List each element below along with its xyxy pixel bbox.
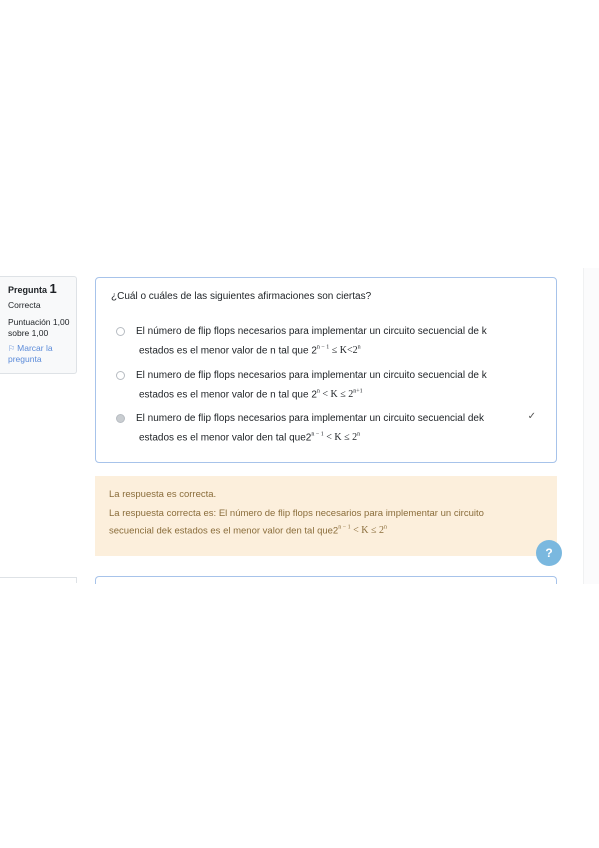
- math-tail: < K ≤ 2: [326, 432, 358, 444]
- math-exponent: n+1: [353, 389, 363, 395]
- math-exponent: n: [357, 432, 361, 438]
- option-line-2: [136, 429, 536, 444]
- math-exponent: n: [357, 345, 361, 351]
- option-line-1: El numero de flip flops necesarios para implementar un circuito secuencial dek: [136, 413, 484, 424]
- option-line-2-text: estados es el menor valor den tal que2: [139, 432, 312, 444]
- feedback-box: [95, 476, 557, 556]
- next-question-info-panel: [0, 577, 77, 583]
- flag-label-1: Marcar la: [17, 343, 53, 353]
- option-line-1: El número de flip flops necesarios para implementar un circuito secuencial de k: [136, 326, 487, 337]
- option-line-2-text: estados es el menor valor de n tal que 2: [139, 345, 317, 357]
- question-info-panel: [0, 276, 77, 374]
- math-exponent: n: [383, 525, 387, 531]
- math-exponent: n − 1: [316, 345, 330, 351]
- flag-label-2: pregunta: [8, 354, 42, 364]
- math-tail: < K ≤ 2: [322, 389, 354, 401]
- option-line-1: El numero de flip flops necesarios para implementar un circuito secuencial de k: [136, 370, 487, 381]
- grade-line-2: sobre 1,00: [8, 328, 49, 338]
- question-grade: [8, 317, 76, 339]
- question-state: Correcta: [8, 300, 41, 310]
- answer-option-text: [136, 369, 536, 401]
- option-line-2: [136, 386, 536, 401]
- feedback-result: La respuesta es correcta.: [109, 489, 217, 500]
- question-number-value: 1: [49, 281, 57, 296]
- question-text: ¿Cuál o cuáles de las siguientes afirmaciones son ciertas?: [111, 291, 372, 302]
- radio-button[interactable]: [116, 371, 125, 380]
- answer-option-text: [136, 325, 536, 357]
- feedback-answer-line-1: La respuesta correcta es: El número de flip flops necesarios para implementar un circuito: [109, 508, 484, 519]
- question-number: [8, 283, 76, 296]
- question-label: Pregunta: [8, 285, 48, 295]
- math-exponent: n − 1: [311, 432, 324, 438]
- math-expression: [338, 525, 387, 536]
- option-line-2: [136, 342, 536, 357]
- correct-check-icon: ✓: [527, 411, 536, 422]
- radio-button-selected[interactable]: [116, 414, 125, 423]
- question-content: [95, 277, 557, 463]
- radio-button[interactable]: [116, 327, 125, 336]
- next-question-content: [95, 576, 557, 584]
- help-button[interactable]: ?: [536, 540, 562, 566]
- answer-option-text: [136, 412, 536, 444]
- math-tail: ≤ K<2: [331, 345, 358, 357]
- math-expression: [317, 345, 361, 356]
- math-tail: < K ≤ 2: [353, 525, 384, 537]
- grade-line-1: Puntuación 1,00: [8, 317, 70, 327]
- math-expression: [317, 389, 363, 400]
- math-exponent: n: [316, 389, 320, 395]
- flag-question-link[interactable]: [8, 343, 76, 365]
- right-drawer-edge: [583, 268, 599, 584]
- option-line-2-text: estados es el menor valor de n tal que 2: [139, 389, 317, 401]
- math-expression: [311, 432, 360, 443]
- feedback-correct-answer: [109, 506, 543, 538]
- flag-icon: ⚐: [8, 344, 16, 353]
- feedback-answer-line-2: secuencial dek estados es el menor valor den tal que2: [109, 525, 339, 537]
- math-exponent: n − 1: [338, 525, 351, 531]
